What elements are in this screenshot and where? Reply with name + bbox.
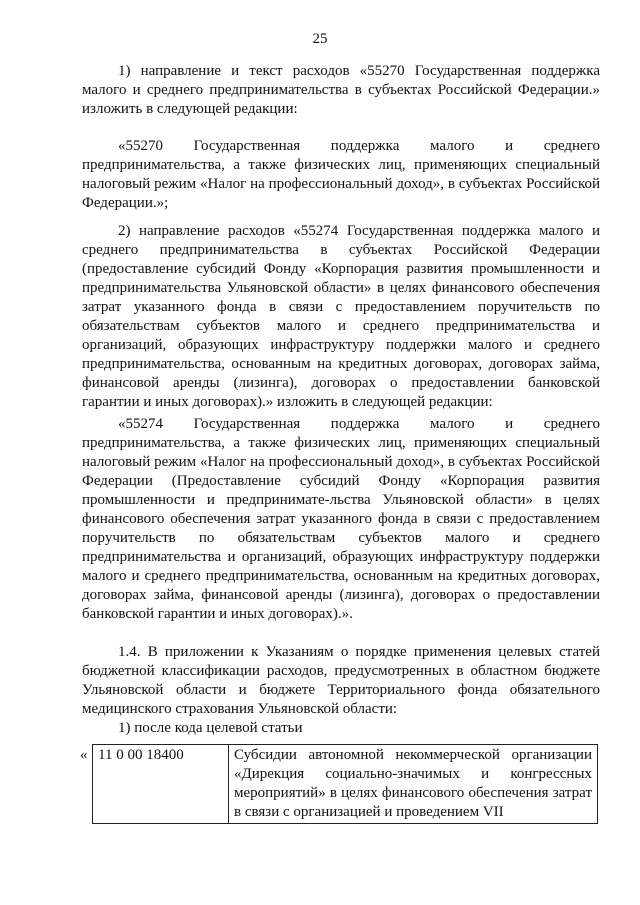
page-number: 25	[312, 31, 328, 47]
paragraph-new-text-55274: «55274 Государственная поддержка малого и среднего предпринимательства, а также физических лиц, применяющих специальный налоговый режим «Налог на профессиональный доход», в субъектах Российской Федерации (Предоставление субсидий Фонду «Корпорация развития промышленности и предпринимате-льства Ульяновской области» в целях финансового обеспечения затрат указанного фонда в связи с предоставлением поручительств по обязательствам субъектов малого и среднего предпринимательства и организаций, образующих инфраструктуру поддержки малого и среднего предпринимательства, основанным на кредитных договорах, договорах займа, финансовой аренды (лизинга), договорах о предоставлении банковской гарантии и иных договорах).».	[82, 416, 600, 622]
paragraph-direction-55274: 2) направление расходов «55274 Государственная поддержка малого и среднего предпринимательства в субъектах Российской Федерации (предоставление субсидий Фонду «Корпорация развития промышленности и предпринимательства Ульяновской области» в целях финансового обеспечения затрат указанного фонда в связи с предоставлением поручительств по обязательствам субъектов малого и среднего предпринимательства и организаций, образующих инфраструктуру поддержки малого и среднего предпринимательства, основанным на кредитных договорах, договорах займа, финансовой аренды (лизинга), договорах о предоставлении банковской гарантии и иных договорах).» изложить в следующей редакции:	[82, 223, 600, 410]
paragraph-after-code: 1) после кода целевой статьи	[118, 720, 303, 736]
table-open-quote: «	[80, 747, 88, 763]
paragraph-new-text-55270: «55270 Государственная поддержка малого и среднего предпринимательства, а также физических лиц, применяющих специальный налоговый режим «Налог на профессиональный доход», в субъектах Российской Федерации.»;	[82, 138, 600, 211]
paragraph-direction-55270: 1) направление и текст расходов «55270 Государственная поддержка малого и среднего предпринимательства в субъектах Российской Федерации.» изложить в следующей редакции:	[82, 63, 600, 117]
table-cell-description: Субсидии автономной некоммерческой организации «Дирекция социально-значимых и конгрессных мероприятий» в целях финансового обеспечения затрат в связи с организацией и проведением VII	[229, 745, 598, 824]
paragraph-section-1-4: 1.4. В приложении к Указаниям о порядке применения целевых статей бюджетной классификации расходов, предусмотренных в областном бюджете Ульяновской области и бюджете Территориального фонда обязательного медицинского страхования Ульяновской области:	[82, 644, 600, 717]
target-article-table	[92, 744, 598, 824]
table-row	[93, 745, 598, 824]
table-cell-code: 11 0 00 18400	[93, 745, 229, 824]
